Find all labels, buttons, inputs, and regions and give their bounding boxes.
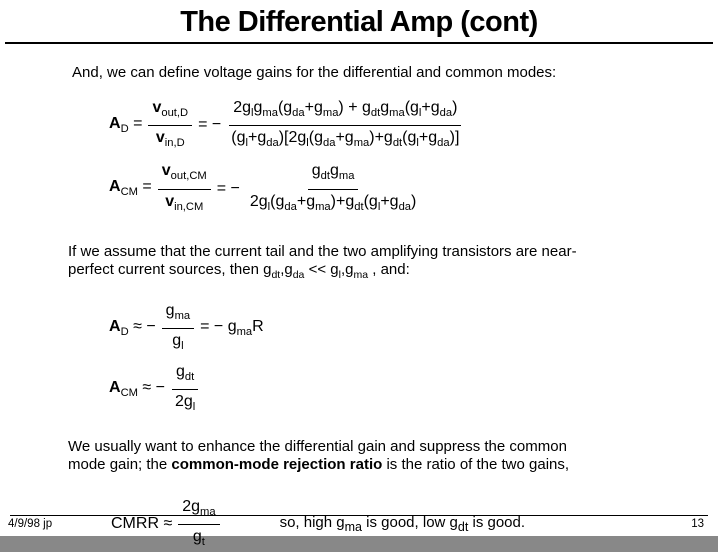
eq-cmrr-lhs: CMRR ≈ <box>111 514 173 532</box>
eq-acm-conductance-fraction <box>246 160 420 216</box>
eq-cmrr-denominator: $g_t$ <box>192 527 205 548</box>
footer-page-number: 13 <box>691 518 704 530</box>
eq-ad-approx-lhs: $A_D$ ≈ − <box>109 317 156 339</box>
eq-acm-approx-numerator: $g_{dt}$ <box>172 361 198 390</box>
eq-acm-voltage-numerator: $v_{out,CM}$ <box>158 160 211 189</box>
eq-ad-approx-rhs: = − $g_{ma}R$ <box>200 317 264 339</box>
eq-ad-conductance-numerator: $2g_lg_{ma}(g_{da}+g_{ma}) + g_{dt}g_{ma}(g_l+g_{da})$ <box>229 97 461 126</box>
eq-ad-equals-minus: = − <box>198 116 222 134</box>
eq-acm-approx-denominator: $2g_l$ <box>174 393 196 414</box>
eq-acm-approx-lhs: $A_{CM}$ ≈ − <box>109 379 165 400</box>
eq-acm-voltage-denominator: $v_{in,CM}$ <box>165 192 204 213</box>
footer <box>0 515 718 536</box>
equation-common-mode-gain-approx <box>105 361 718 417</box>
cmrr-paragraph <box>68 438 688 474</box>
eq-acm-approx-fraction <box>171 361 199 417</box>
eq-acm-lhs: $A_{CM}$ = <box>109 178 152 199</box>
eq-ad-conductance-denominator: $(g_l+g_{da})[2g_l(g_{da}+g_{ma})+g_{dt}(g_l+g_{da})]$ <box>231 129 460 150</box>
equation-differential-gain-approx <box>105 300 718 356</box>
cmrr-paragraph-line-2: mode gain; the common-mode rejection ratio is the ratio of the two gains, <box>68 455 570 473</box>
eq-ad-conductance-fraction <box>227 97 463 153</box>
cmrr-note: so, high $g_{ma}$ is good, low $g_{dt}$ is good. <box>279 513 526 534</box>
eq-ad-approx-numerator: $g_{ma}$ <box>162 300 194 329</box>
eq-acm-equals-minus: = − <box>216 179 240 197</box>
eq-ad-lhs: $A_D$ = <box>109 115 143 136</box>
cmrr-paragraph-line-1: We usually want to enhance the differential gain and suppress the common <box>68 437 567 455</box>
eq-cmrr-numerator: $2g_{ma}$ <box>178 496 219 525</box>
equation-differential-gain <box>105 97 718 153</box>
eq-ad-approx-fraction <box>162 300 194 356</box>
assumption-text <box>68 243 688 284</box>
equation-common-mode-gain <box>105 160 718 216</box>
title-rule <box>5 42 713 44</box>
intro-text: And, we can define voltage gains for the differential and common modes: <box>72 64 557 81</box>
assumption-line-1: If we assume that the current tail and the two amplifying transistors are near- <box>68 242 577 260</box>
eq-ad-voltage-numerator: $v_{out,D}$ <box>148 97 192 126</box>
footer-date: 4/9/98 jp <box>8 518 53 530</box>
eq-acm-conductance-numerator: $g_{dt}g_{ma}$ <box>308 160 359 189</box>
eq-acm-voltage-fraction <box>158 160 211 216</box>
assumption-line-2: perfect current sources, then $g_{dt},g_{da} << g_l,g_{ma}$ , and: <box>68 260 410 281</box>
eq-ad-approx-denominator: $g_l$ <box>172 331 184 353</box>
slide-title: The Differential Amp (cont) <box>180 6 538 38</box>
eq-ad-voltage-fraction <box>148 97 192 153</box>
eq-ad-voltage-denominator: $v_{in,D}$ <box>155 129 185 150</box>
eq-acm-conductance-denominator: $2g_l(g_{da}+g_{ma})+g_{dt}(g_l+g_{da})$ <box>249 192 417 213</box>
